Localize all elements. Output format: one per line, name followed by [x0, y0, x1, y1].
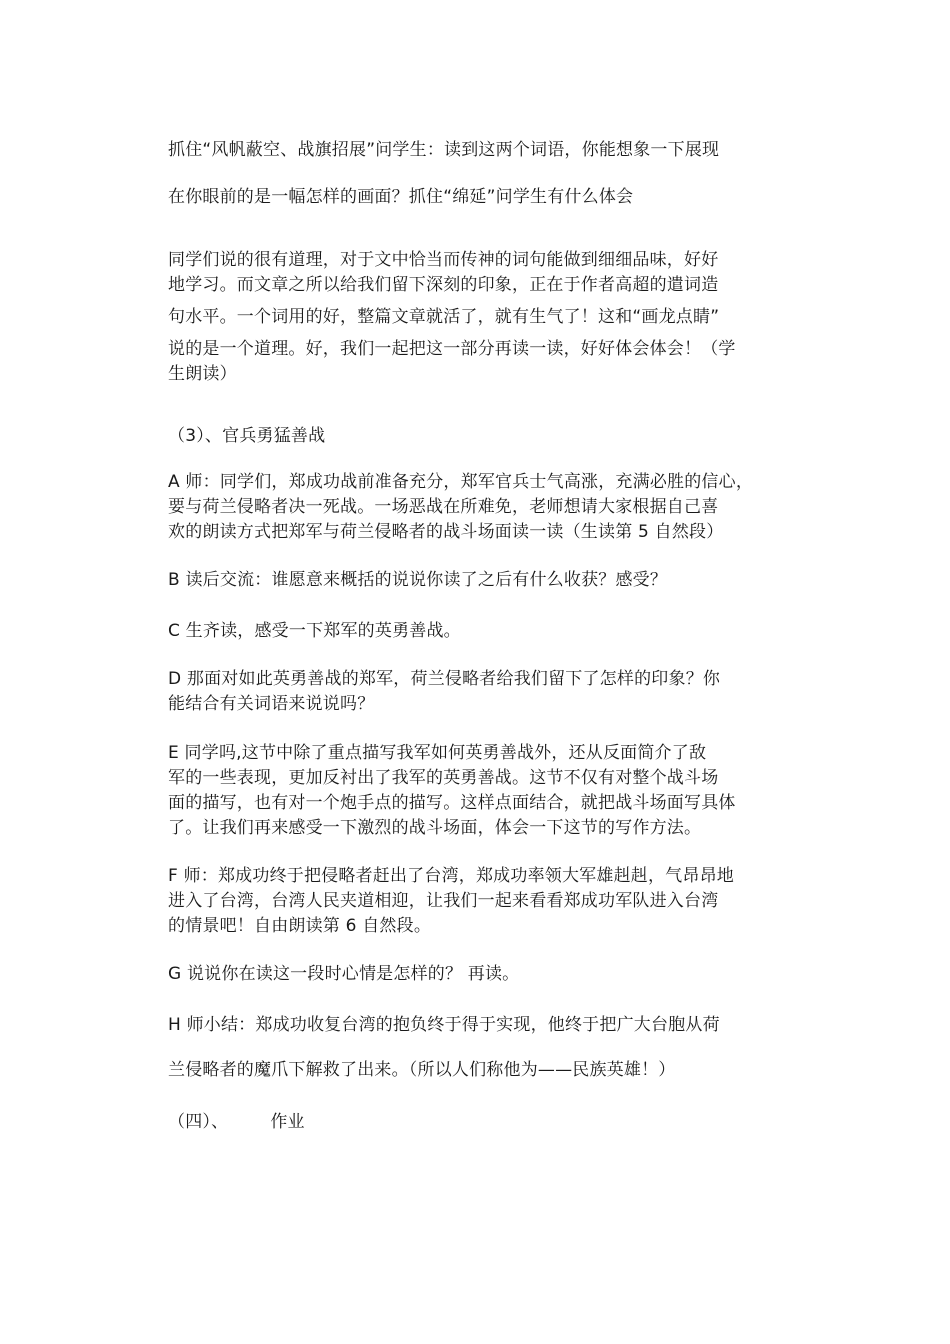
- paragraph-f: [168, 864, 786, 939]
- paragraph-a: [168, 470, 786, 545]
- text-line: E 同学吗,这节中除了重点描写我军如何英勇善战外，还从反面简介了敌: [168, 743, 707, 763]
- paragraph-b: [168, 568, 786, 593]
- paragraph-e: [168, 741, 786, 841]
- text-line: B 读后交流：谁愿意来概括的说说你读了之后有什么收获？感受？: [168, 570, 668, 590]
- section-heading-4: [168, 1110, 786, 1135]
- paragraph-discussion: [168, 248, 786, 387]
- text-line: 面的描写，也有对一个炮手点的描写。这样点面结合，就把战斗场面写具体: [168, 793, 736, 813]
- text-line: D 那面对如此英勇善战的郑军，荷兰侵略者给我们留下了怎样的印象？你: [168, 669, 721, 689]
- text-line: 说的是一个道理。好，我们一起把这一部分再读一读，好好体会体会！（学: [168, 339, 736, 359]
- text-line: 军的一些表现，更加反衬出了我军的英勇善战。这节不仅有对整个战斗场: [168, 768, 719, 788]
- text-line: 生朗读）: [168, 364, 237, 384]
- paragraph-d: [168, 667, 786, 717]
- text-line: 地学习。而文章之所以给我们留下深刻的印象，正在于作者高超的遣词造: [168, 275, 719, 295]
- section-title: （3）、官兵勇猛善战: [168, 426, 326, 446]
- text-line: 进入了台湾，台湾人民夹道相迎，让我们一起来看看郑成功军队进入台湾: [168, 891, 719, 911]
- text-line: F 师：郑成功终于把侵略者赶出了台湾，郑成功率领大军雄赳赳，气昂昂地: [168, 866, 734, 886]
- text-line: 了。让我们再来感受一下激烈的战斗场面，体会一下这节的写作方法。: [168, 818, 702, 838]
- text-line: 在你眼前的是一幅怎样的画面？抓住“绵延”问学生有什么体会: [168, 187, 634, 207]
- text-line: 同学们说的很有道理，对于文中恰当而传神的词句能做到细细品味，好好: [168, 250, 719, 270]
- text-line: 欢的朗读方式把郑军与荷兰侵略者的战斗场面读一读（生读第 5 自然段）: [168, 522, 724, 542]
- text-line: H 师小结：郑成功收复台湾的抱负终于得于实现，他终于把广大台胞从荷: [168, 1015, 720, 1035]
- text-line: 的情景吧！自由朗读第 6 自然段。: [168, 916, 432, 936]
- text-line: A 师：同学们，郑成功战前准备充分，郑军官兵士气高涨，充满必胜的信心，: [168, 472, 754, 492]
- section-name: 作业: [270, 1112, 305, 1132]
- text-line: 能结合有关词语来说说吗？: [168, 694, 375, 714]
- paragraph-c: [168, 619, 786, 644]
- paragraph-h: [168, 1013, 786, 1083]
- text-line: 兰侵略者的魔爪下解救了出来。（所以人们称他为——民族英雄！）: [168, 1060, 676, 1080]
- text-line: C 生齐读，感受一下郑军的英勇善战。: [168, 621, 461, 641]
- paragraph-intro: [168, 138, 786, 210]
- section-number: （四）、: [168, 1112, 229, 1132]
- text-line: 要与荷兰侵略者决一死战。一场恶战在所难免，老师想请大家根据自己喜: [168, 497, 719, 517]
- section-heading-3: [168, 424, 786, 449]
- text-line: 句水平。一个词用的好，整篇文章就活了，就有生气了！这和“画龙点睛”: [168, 307, 720, 327]
- section-title: [168, 1110, 786, 1135]
- paragraph-g: [168, 962, 786, 987]
- text-line: 抓住“风帆蔽空、战旗招展”问学生：读到这两个词语，你能想象一下展现: [168, 140, 720, 160]
- text-line: G 说说你在读这一段时心情是怎样的？ 再读。: [168, 964, 520, 984]
